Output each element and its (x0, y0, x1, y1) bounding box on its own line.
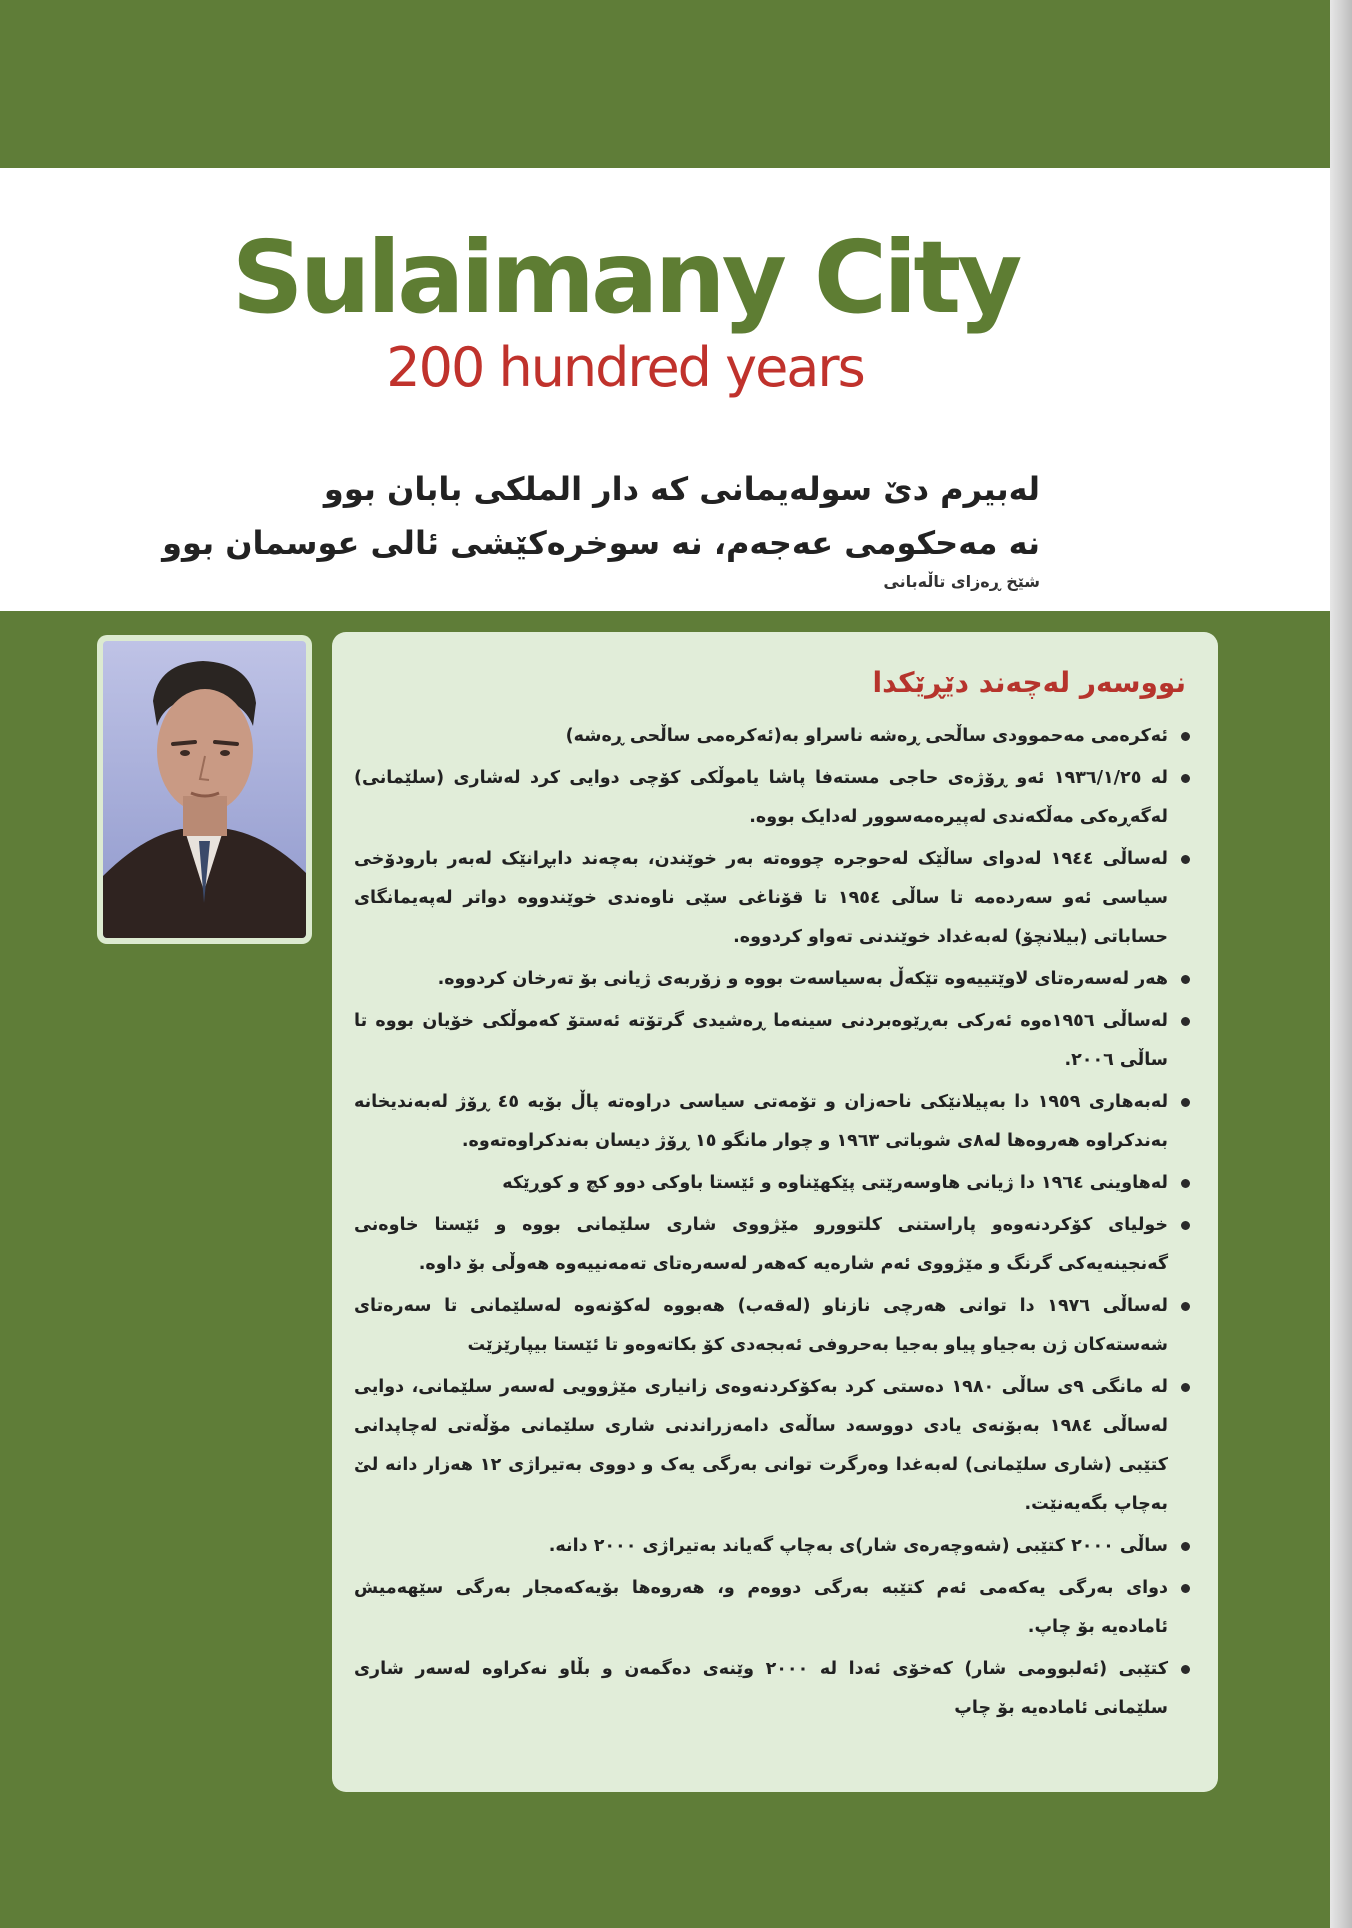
bio-item (354, 1650, 1192, 1728)
author-bio-panel (332, 632, 1218, 1792)
bio-item-text: لەساڵی ۱۹۷٦ دا توانی هەرچی نازناو (لەقەب) هەبووە لەکۆنەوە لەسلێمانی تا سەرەتای شەستەکان ژن بەجیاو پیاو بەجیا بەحروفی ئەبجەدی کۆ بکاتەوەو تا ئێستا بیپارێزێت (354, 1296, 1168, 1355)
bio-item-text: دوای بەرگی یەکەمی ئەم کتێبە بەرگی دووەم و، هەروەها بۆیەکەمجار بەرگی سێهەمیش ئامادەیە بۆ چاپ. (354, 1578, 1168, 1637)
bullet-icon (1181, 1221, 1190, 1230)
bullet-icon (1181, 1584, 1190, 1593)
bio-heading: نووسەر لەچەند دێڕێکدا (872, 666, 1186, 699)
bio-item-text: لە مانگی ۹ی ساڵی ۱۹۸۰ دەستی کرد بەکۆکردنەوەی زانیاری مێژوویی لەسەر سلێمانی، دوایی لەساڵی ۱۹۸٤ بەبۆنەی یادی دووسەد ساڵەی دامەزراندنی شاری سلێمانی مۆڵەتی لەچاپدانی کتێبی (شاری سلێمانی) لەبەغدا وەرگرت توانی بەرگی یەک و دووی بەتیراژی ۱۲ هەزار دانە لێ بەچاپ بگەیەنێت. (354, 1377, 1168, 1514)
bio-item (354, 1206, 1192, 1284)
bio-item (354, 960, 1192, 999)
bio-item (354, 840, 1192, 957)
poem-quote (162, 462, 1040, 591)
bio-item (354, 1002, 1192, 1080)
bullet-icon (1181, 1665, 1190, 1674)
bio-item-text: کتێبی (ئەلبوومی شار) کەخۆی ئەدا لە ۲۰۰۰ وێنەی دەگمەن و بڵاو نەکراوە لەسەر شاری سلێمانی ئامادەیە بۆ چاپ (354, 1659, 1168, 1718)
poem-line-1: لەبیرم دێ سولەیمانی کە دار الملکی بابان بوو (323, 470, 1040, 508)
bio-list (354, 717, 1192, 1728)
bio-item-text: لەساڵی ۱۹٤٤ لەدوای ساڵێک لەحوجرە چووەتە بەر خوێندن، بەچەند دابڕانێک لەبەر بارودۆخی سیاسی ئەو سەردەمە تا ساڵی ۱۹٥٤ تا قۆناغی سێی ناوەندی خوێندووە دواتر لەپەیمانگای حساباتی (بیلانچۆ) لەبەغداد خوێندنی تەواو کردووە. (354, 849, 1169, 947)
bullet-icon (1181, 1542, 1190, 1551)
bio-item-text: ساڵی ۲۰۰۰ کتێبی (شەوچەرەی شار)ی بەچاپ گەیاند بەتیراژی ۲۰۰۰ دانە. (548, 1536, 1168, 1556)
bio-item-text: لەساڵی ۱۹٥٦ەوە ئەرکی بەڕێوەبردنی سینەما ڕەشیدی گرتۆتە ئەستۆ کەموڵکی خۆیان بووە تا ساڵی ۲۰۰٦. (354, 1011, 1168, 1070)
author-photo (103, 641, 306, 938)
bullet-icon (1181, 1098, 1190, 1107)
bio-item (354, 1083, 1192, 1161)
book-title: Sulaimany City (231, 219, 1019, 336)
bio-item-text: لەهاوینی ۱۹٦٤ دا ژیانی هاوسەرێتی پێکهێناوە و ئێستا باوکی دوو کچ و کوڕێکە (502, 1173, 1168, 1193)
bio-item (354, 1164, 1192, 1203)
author-photo-frame (97, 635, 312, 944)
bullet-icon (1181, 855, 1190, 864)
bullet-icon (1181, 1179, 1190, 1188)
book-spine-edge (1330, 0, 1352, 1928)
bio-item (354, 717, 1192, 756)
bullet-icon (1181, 1383, 1190, 1392)
bio-item-text: ئەکرەمی مەحموودی ساڵحی ڕەشە ناسراو بە(ئەکرەمی ساڵحی ڕەشە) (565, 726, 1168, 746)
bio-item (354, 1569, 1192, 1647)
bio-item-text: خولیای کۆکردنەوەو پاراستنی کلتوورو مێژووی شاری سلێمانی بووە و ئێستا خاوەنی گەنجینەیەکی گرنگ و مێژووی ئەم شارەیە کەهەر لەسەرەتای تەمەنییەوە هەوڵی بۆ داوە. (354, 1215, 1168, 1274)
poem-line-2: نە مەحکومی عەجەم، نە سوخرەکێشی ئالی عوسمان بوو (162, 524, 1040, 562)
bio-item-text: لەبەهاری ۱۹٥۹ دا بەپیلانێکی ناحەزان و تۆمەتی سیاسی دراوەتە پاڵ بۆیە ٤٥ ڕۆژ لەبەندیخانە بەندکراوە هەروەها لە۸ی شوباتی ۱۹٦۳ و چوار مانگو ۱٥ ڕۆژ دیسان بەندکراوەتەوە. (354, 1092, 1169, 1151)
bio-item-text: لە ۱۹۳٦/۱/۲٥ ئەو ڕۆژەی حاجی مستەفا پاشا یاموڵکی کۆچی دوایی کرد لەشاری (سلێمانی) لەگەڕەکی مەڵکەندی لەپیرەمەسوور لەدایک بووە. (354, 768, 1168, 827)
bullet-icon (1181, 1017, 1190, 1026)
bio-item (354, 1287, 1192, 1365)
bio-item (354, 1368, 1192, 1524)
bio-item (354, 759, 1192, 837)
bio-item-text: هەر لەسەرەتای لاوێتییەوە تێکەڵ بەسیاسەت بووە و زۆربەی ژیانی بۆ تەرخان کردووە. (437, 969, 1168, 989)
book-subtitle: 200 hundred years (386, 336, 864, 399)
bio-item (354, 1527, 1192, 1566)
bullet-icon (1181, 1302, 1190, 1311)
bullet-icon (1181, 774, 1190, 783)
poem-author: شێخ ڕەزای تاڵەبانی (883, 572, 1040, 591)
bullet-icon (1181, 732, 1190, 741)
bullet-icon (1181, 975, 1190, 984)
